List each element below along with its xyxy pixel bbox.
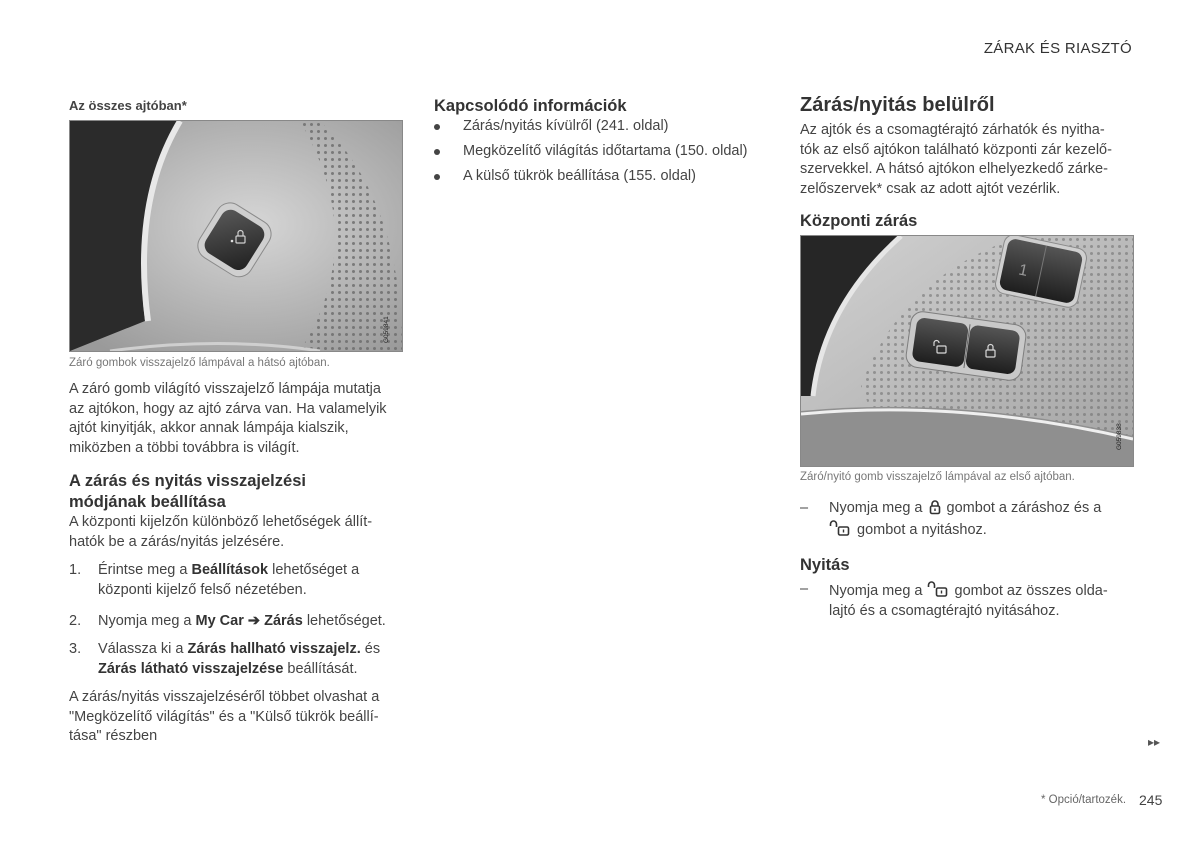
step-text: központi kijelző felső nézetében. — [98, 581, 307, 598]
step-text: és — [360, 641, 381, 657]
text-line: az ajtókon, hogy az ajtó zárva van. Ha valamelyik — [69, 400, 387, 417]
front-door-lock-photo — [800, 235, 1134, 467]
text-line: ajtót kinyitják, akkor annak lámpája kialszik, — [69, 420, 349, 436]
related-link-text[interactable]: A külső tükrök beállítása (155. oldal) — [463, 168, 696, 184]
step-text: Válassza ki a — [98, 641, 188, 657]
lock-instruction — [800, 499, 1140, 540]
step-2 — [69, 612, 409, 632]
opening-instruction — [800, 580, 1140, 621]
text-line: hatók be a zárás/nyitás jelzésére. — [69, 533, 285, 550]
step-number: 3. — [69, 641, 82, 657]
col3-intro — [800, 121, 1140, 199]
text-line: zelőszervek* csak az adott ajtót vezérlik. — [800, 180, 1061, 197]
bullet-icon — [434, 124, 440, 130]
unlock-icon — [927, 580, 951, 598]
page-title: Zárás/nyitás belülről — [800, 94, 995, 116]
image-code: G059838 — [1116, 423, 1123, 450]
col1-paragraph-1 — [69, 380, 409, 458]
text-line: tók az első ajtókon található központi zár kezelő- — [800, 141, 1112, 158]
step-text: lajtó és a csomagtérajtó nyitásához. — [829, 602, 1060, 619]
bullet-icon — [434, 149, 440, 155]
text-line: "Megközelítő világítás" és a "Külső tükrök beállí- — [69, 708, 379, 725]
related-link-1[interactable] — [434, 118, 774, 134]
continue-arrows-icon: ▸▸ — [1148, 735, 1161, 749]
related-link-text[interactable]: Megközelítő világítás időtartama (150. oldal) — [463, 143, 748, 159]
lock-icon — [927, 499, 943, 515]
front-photo-caption: Záró/nyitó gomb visszajelző lámpával az első ajtóban. — [800, 471, 1075, 483]
image-code: G059841 — [383, 316, 390, 343]
related-link-text[interactable]: Zárás/nyitás kívülről (241. oldal) — [463, 118, 669, 134]
central-locking-heading: Központi zárás — [800, 212, 918, 230]
related-link-3[interactable] — [434, 168, 774, 184]
step-text: Nyomja meg a — [829, 583, 927, 599]
text-line: A zárás/nyitás visszajelzéséről többet olvashat a — [69, 689, 380, 705]
indicator-settings-heading — [69, 471, 306, 513]
opening-heading: Nyitás — [800, 556, 850, 574]
heading-line: módjának beállítása — [69, 493, 226, 511]
text-line: tása" részben — [69, 728, 158, 744]
step-number: 2. — [69, 613, 82, 629]
unlock-icon — [829, 519, 853, 537]
step-number: 1. — [69, 562, 82, 578]
option-footnote: * Opció/tartozék. — [1041, 794, 1127, 806]
related-info-heading: Kapcsolódó információk — [434, 97, 627, 115]
section-header: ZÁRAK ÉS RIASZTÓ — [983, 40, 1132, 57]
heading-line: A zárás és nyitás visszajelzési — [69, 472, 306, 490]
step-text: beállítását. — [283, 660, 358, 677]
bullet-icon — [434, 174, 440, 180]
step-3 — [69, 640, 409, 679]
dash-marker: – — [800, 500, 809, 516]
text-line: Az ajtók és a csomagtérajtó zárhatók és nyitha- — [800, 122, 1105, 138]
related-link-2[interactable] — [434, 143, 774, 159]
step-text: gombot az összes olda- — [950, 583, 1108, 599]
text-line: szervekkel. A hátsó ajtókon elhelyezkedő zárke- — [800, 161, 1108, 177]
dash-marker: – — [800, 581, 809, 597]
step-text: Érintse meg a — [98, 562, 192, 578]
step-text: lehetőséget a — [268, 562, 360, 578]
step-text: Nyomja meg a — [98, 613, 196, 629]
step-text: lehetőséget. — [302, 613, 386, 629]
rear-photo-caption: Záró gombok visszajelző lámpával a hátsó ajtóban. — [69, 357, 330, 369]
mycar-menu-ref: My Car — [195, 613, 244, 629]
step-1 — [69, 561, 409, 600]
text-line: miközben a többi továbbra is világít. — [69, 439, 300, 456]
audible-feedback-ref: Zárás hallható visszajelz. — [187, 641, 361, 657]
step-text: Nyomja meg a — [829, 500, 927, 516]
step-text: gombot a nyitáshoz. — [853, 521, 987, 538]
svg-text:1: 1 — [1016, 261, 1030, 281]
col1-paragraph-2 — [69, 688, 409, 747]
visual-feedback-ref: Zárás látható visszajelzése — [98, 660, 284, 677]
settings-menu-ref: Beállítások — [191, 562, 269, 578]
indicator-settings-intro — [69, 513, 409, 552]
rear-door-lock-photo — [69, 120, 403, 352]
locking-menu-ref: Zárás — [264, 613, 303, 629]
col1-title: Az összes ajtóban* — [69, 98, 187, 113]
page-number: 245 — [1139, 792, 1163, 808]
arrow-right-icon: ➔ — [247, 613, 261, 629]
text-line: A záró gomb világító visszajelző lámpája mutatja — [69, 381, 381, 397]
step-text: gombot a záráshoz és a — [942, 500, 1102, 516]
text-line: A központi kijelzőn különböző lehetőségek állít- — [69, 514, 373, 530]
